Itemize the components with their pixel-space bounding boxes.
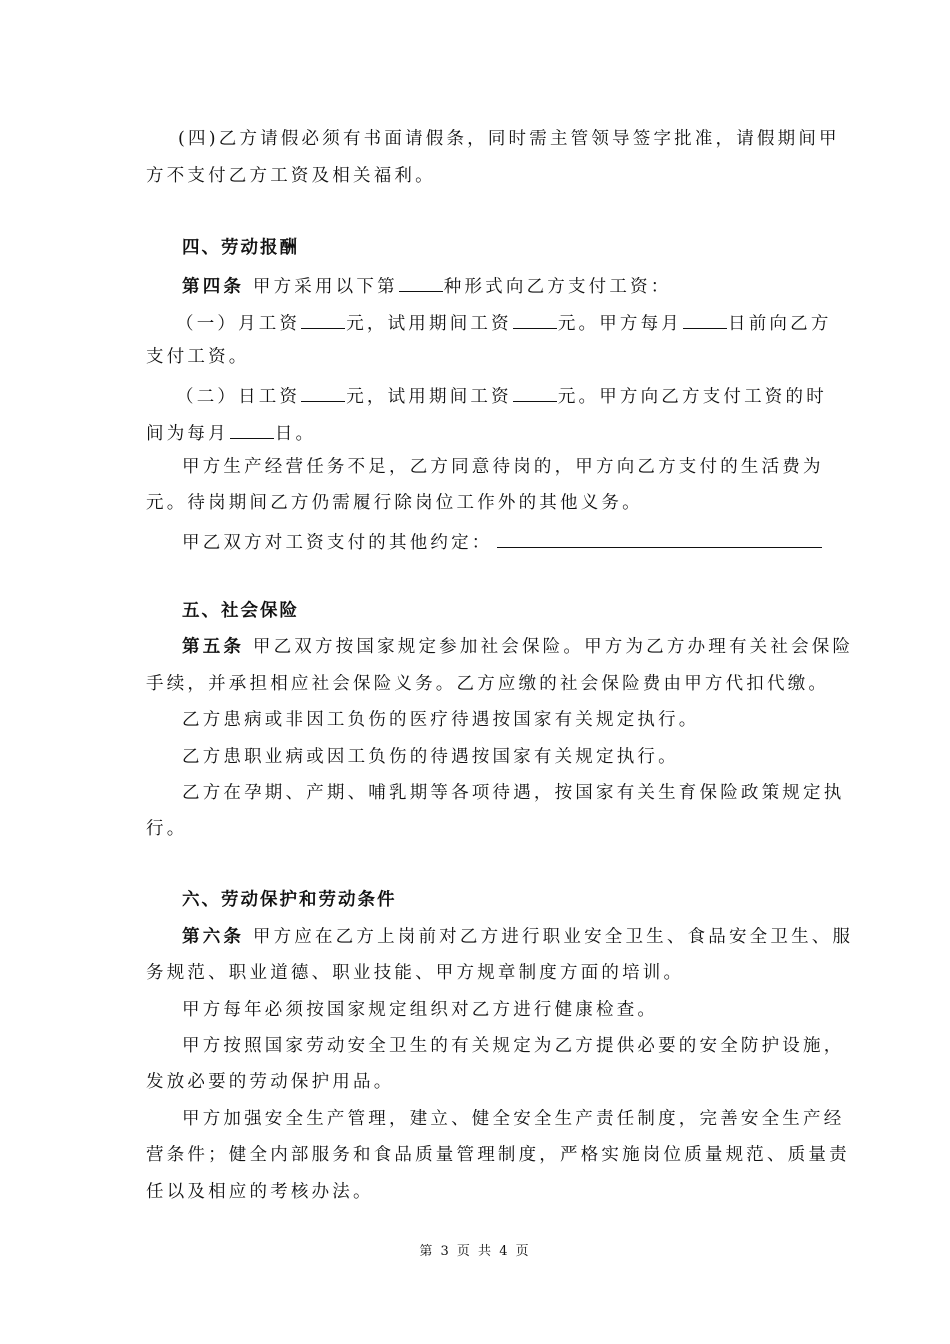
article-4: [182, 273, 671, 298]
article-4-label: 第四条: [182, 277, 245, 297]
blank-field: [497, 529, 822, 548]
blank-field: [513, 383, 557, 402]
article-6-line-2: 务规范、职业道德、职业技能、甲方规章制度方面的培训。: [146, 963, 685, 983]
sec6-paragraph-3-line-2: 营条件；健全内部服务和食品质量管理制度，严格实施岗位质量规范、质量责: [146, 1145, 850, 1165]
monthly-wage-text-c: 元。甲方每月: [557, 314, 683, 334]
article-6-label: 第六条: [182, 927, 245, 947]
standby-line-2: 元。待岗期间乙方仍需履行除岗位工作外的其他义务。: [146, 493, 643, 513]
section-6-heading: 六、劳动保护和劳动条件: [182, 890, 397, 910]
blank-field: [399, 273, 443, 292]
sec5-paragraph-3-line-2: 行。: [146, 819, 188, 839]
monthly-wage-text-a: （一）月工资: [176, 314, 301, 334]
article-4-text-b: 种形式向乙方支付工资：: [443, 277, 672, 297]
sec5-paragraph-3-line-1: 乙方在孕期、产期、哺乳期等各项待遇，按国家有关生育保险政策规定执: [182, 783, 845, 803]
article-4-text-a: 甲方采用以下第: [252, 277, 398, 297]
article-5-label: 第五条: [182, 637, 245, 657]
section-5-heading: 五、社会保险: [182, 601, 299, 621]
monthly-wage-text-d: 日前向乙方: [728, 314, 832, 334]
blank-field: [301, 310, 345, 329]
sec6-paragraph-2-line-2: 发放必要的劳动保护用品。: [146, 1072, 395, 1092]
sec5-paragraph-2: 乙方患职业病或因工负伤的待遇按国家有关规定执行。: [182, 747, 679, 767]
daily-wage-text-b: 元，试用期间工资: [346, 387, 512, 407]
page-number: 第 3 页 共 4 页: [419, 1244, 531, 1259]
standby-line-1: 甲方生产经营任务不足，乙方同意待岗的，甲方向乙方支付的生活费为: [182, 457, 824, 477]
daily-wage-text-c: 元。甲方向乙方支付工资的时: [557, 387, 827, 407]
other-agreement-text: 甲乙双方对工资支付的其他约定：: [182, 533, 493, 553]
article-6-text: 甲方应在乙方上岗前对乙方进行职业安全卫生、食品安全卫生、服: [252, 927, 854, 947]
daily-wage-text-a: （二）日工资: [176, 387, 301, 407]
leave-line-1: (四)乙方请假必须有书面请假条，同时需主管领导签字批准，请假期间甲: [178, 129, 840, 149]
article-5-text: 甲乙双方按国家规定参加社会保险。甲方为乙方办理有关社会保险: [252, 637, 854, 657]
sec6-paragraph-3-line-3: 任以及相应的考核办法。: [146, 1182, 374, 1202]
sec6-paragraph-2-line-1: 甲方按照国家劳动安全卫生的有关规定为乙方提供必要的安全防护设施，: [182, 1036, 845, 1056]
blank-field: [230, 420, 274, 439]
leave-line-2: 方不支付乙方工资及相关福利。: [146, 166, 436, 186]
daily-wage-line-2: [146, 420, 316, 445]
monthly-wage-line-1: [176, 310, 832, 335]
daily-wage-line-1: [176, 383, 827, 408]
monthly-wage-text-b: 元，试用期间工资: [346, 314, 512, 334]
sec6-paragraph-1: 甲方每年必须按国家规定组织对乙方进行健康检查。: [182, 1000, 659, 1020]
article-6-line-1: [182, 926, 853, 948]
daily-wage-text-l2a: 间为每月: [146, 424, 229, 444]
daily-wage-text-l2b: 日。: [274, 424, 317, 444]
article-5-line-2: 手续，并承担相应社会保险义务。乙方应缴的社会保险费由甲方代扣代缴。: [146, 674, 830, 694]
section-4-heading: 四、劳动报酬: [182, 238, 299, 258]
sec5-paragraph-1: 乙方患病或非因工负伤的医疗待遇按国家有关规定执行。: [182, 710, 700, 730]
other-agreement-line: [182, 529, 822, 554]
blank-field: [683, 310, 727, 329]
monthly-wage-line-2: 支付工资。: [146, 347, 250, 367]
sec6-paragraph-3-line-1: 甲方加强安全生产管理，建立、健全安全生产责任制度，完善安全生产经: [182, 1109, 845, 1129]
blank-field: [301, 383, 345, 402]
article-5-line-1: [182, 636, 853, 658]
blank-field: [513, 310, 557, 329]
